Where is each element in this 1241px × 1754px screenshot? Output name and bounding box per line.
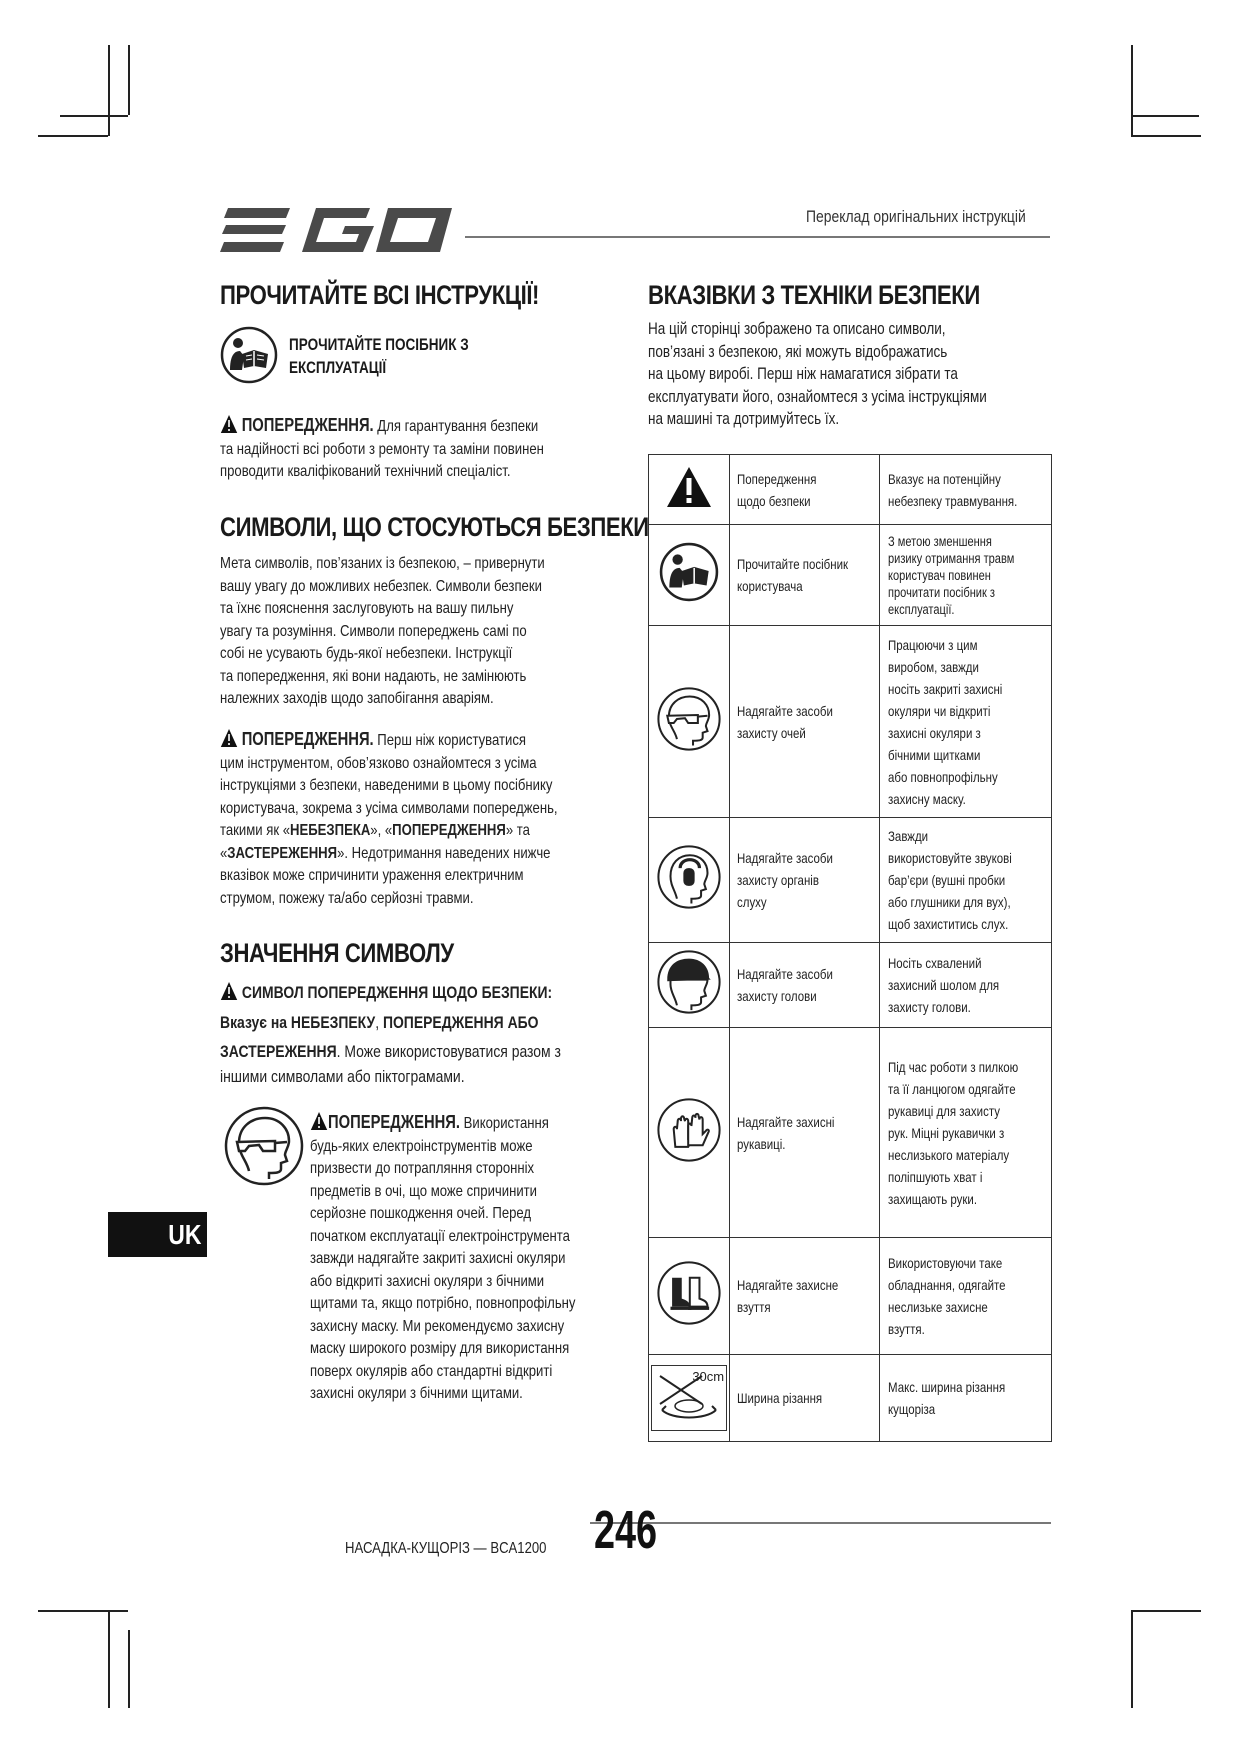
symbol-cell [649,626,730,818]
symbol-cell [649,455,730,525]
symbol-description: Працюючи з цим виробом, завжди носіть закриті захисні окуляри чи відкриті захисні окуляри з бічними щитками або повнопрофільну захисну маску. [880,626,1052,818]
ego-logo [220,200,460,260]
read-manual-icon [659,542,719,602]
symbol-name: Надягайте захисні рукавиці. [730,1028,880,1238]
symbol-description: Макс. ширина різання кущоріза [880,1355,1052,1442]
symbols-paragraph: Мета символів, пов’язаних із безпекою, – привернути вашу увагу до можливих небезпек. Символи безпеки та їхнє пояснення заслуговують на вашу пильну увагу та розуміння. Символи попереджень самі по собі не усувають будь-якої небезпеки. Інструкції та попередження, які вони надають, не замінюють належних заходів щодо запобігання аваріям. [220,555,545,707]
crop-mark [108,1610,110,1708]
symbol-cell [649,943,730,1028]
warning-triangle-icon [665,465,713,509]
crop-mark [38,1610,128,1612]
crop-mark [128,45,130,115]
warning-triangle-icon [310,1111,328,1131]
symbol-name: Надягайте захисне взуття [730,1238,880,1355]
crop-mark [60,115,128,117]
symbol-description: Завжди використовуйте звукові бар’єри (вушні пробки або глушники для вух), щоб захиститись слух. [880,818,1052,943]
crop-mark [108,45,110,136]
symbol-name: Надягайте засоби захисту голови [730,943,880,1028]
symbol-cell [649,1028,730,1238]
symbol-name: Прочитайте посібник користувача [730,525,880,626]
table-row [649,943,1052,1028]
symbol-cell [649,525,730,626]
crop-mark [1131,135,1201,137]
header-rule [465,236,1050,238]
table-row [649,455,1052,525]
warning-paragraph-read-instructions: ПОПЕРЕДЖЕННЯ. Перш ніж користуватися цим інструментом, обов’язково ознайомтеся з усіма інструкціями з безпеки, наведеними в цьому посібнику користувача, зокрема з усіма символами попереджень, такими як «НЕБЕЗПЕКА», «ПОПЕРЕДЖЕННЯ» та «ЗАСТЕРЕЖЕННЯ». Недотримання наведених нижче вказівок може спричинити ураження електричним струмом, пожежу та/або серйозні травми. [220,729,558,907]
symbol-cell [649,818,730,943]
read-manual-label: ПРОЧИТАЙТЕ ПОСІБНИК З ЕКСПЛУАТАЦІЇ [289,336,469,377]
symbol-name: Ширина різання [730,1355,880,1442]
read-manual-icon [220,326,278,384]
crop-mark [1131,1610,1133,1708]
symbol-description: Носіть схвалений захисний шолом для захисту голови. [880,943,1052,1028]
table-row [649,1028,1052,1238]
warning-triangle-icon [220,981,238,1001]
gloves-icon [656,1097,722,1163]
warning-paragraph-repairs: ПОПЕРЕДЖЕННЯ. Для гарантування безпеки та надійності всі роботи з ремонту та заміни повинен проводити кваліфікований технічний спеціаліст. [220,415,544,480]
safety-guidelines-heading: ВКАЗІВКИ З ТЕХНІКИ БЕЗПЕКИ [648,280,980,310]
symbol-description: Використовуючи таке обладнання, одягайте неслизьке захисне взуття. [880,1238,1052,1355]
table-row [649,525,1052,626]
warning-triangle-icon [220,728,238,748]
language-tab: UK [108,1212,207,1257]
eye-protection-icon [656,686,722,752]
cutting-width-icon: 30cm [651,1365,727,1431]
symbols-heading: СИМВОЛИ, ЩО СТОСУЮТЬСЯ БЕЗПЕКИ [220,512,649,542]
symbol-name: Надягайте засоби захисту органів слуху [730,818,880,943]
crop-mark [128,1630,130,1708]
eye-protection-icon [223,1105,305,1187]
crop-mark [1131,115,1199,117]
symbol-cell [649,1238,730,1355]
symbol-description: Під час роботи з пилкою та її ланцюгом одягайте рукавиці для захисту рук. Міцні рукавички з неслизького матеріалу поліпшують хват і захищають руки. [880,1028,1052,1238]
read-all-heading: ПРОЧИТАЙТЕ ВСІ ІНСТРУКЦІЇ! [220,280,540,310]
footer-product: НАСАДКА-КУЩОРІЗ — BCA1200 [345,1540,547,1557]
ear-protection-icon [656,844,722,910]
meaning-heading: ЗНАЧЕННЯ СИМВОЛУ [220,938,454,968]
safety-boots-icon [656,1260,722,1326]
table-row [649,818,1052,943]
table-row [649,626,1052,818]
symbol-name: Попередження щодо безпеки [730,455,880,525]
table-row [649,1238,1052,1355]
symbol-description: З метою зменшення ризику отримання травм користувач повинен прочитати посібник з експлуатації. [880,525,1052,626]
safety-symbols-table [648,454,1052,1442]
eye-warning-paragraph: ПОПЕРЕДЖЕННЯ. Використання будь-яких електроінструментів може призвести до потрапляння сторонніх предметів в очі, що може спричинити серйозне пошкодження очей. Перед початком експлуатації електроінструмента завжди надягайте закриті захисні окуляри або відкриті захисні окуляри з бічними щитами та, якщо потрібно, повнопрофільну захисну маску. Ми рекомендуємо захисну маску широкого розміру для використання поверх окулярів або стандартні відкриті захисні окуляри з бічними щитами. [310,1112,576,1402]
head-protection-icon [656,949,722,1015]
warning-triangle-icon [220,414,238,434]
table-row [649,1355,1052,1442]
crop-mark [1131,45,1133,136]
crop-mark [1131,1610,1201,1612]
page-number: 246 [594,1500,658,1560]
safety-guidelines-intro: На цій сторінці зображено та описано символи, пов’язані з безпекою, які можуть відображатись на цьому виробі. Перш ніж намагатися зібрати та експлуатувати його, ознайомтеся з усіма інструкціями на машині та дотримуйтесь їх. [648,320,987,428]
safety-alert-definition: СИМВОЛ ПОПЕРЕДЖЕННЯ ЩОДО БЕЗПЕКИ: Вказує на НЕБЕЗПЕКУ, ПОПЕРЕДЖЕННЯ АБО ЗАСТЕРЕЖЕННЯ. Може використовуватися разом з іншими символами або піктограмами. [220,983,561,1086]
symbol-name: Надягайте засоби захисту очей [730,626,880,818]
crop-mark [38,135,108,137]
header-subtitle: Переклад оригінальних інструкцій [806,207,1026,226]
symbol-description: Вказує на потенційну небезпеку травмування. [880,455,1052,525]
symbol-cell [649,1355,730,1442]
